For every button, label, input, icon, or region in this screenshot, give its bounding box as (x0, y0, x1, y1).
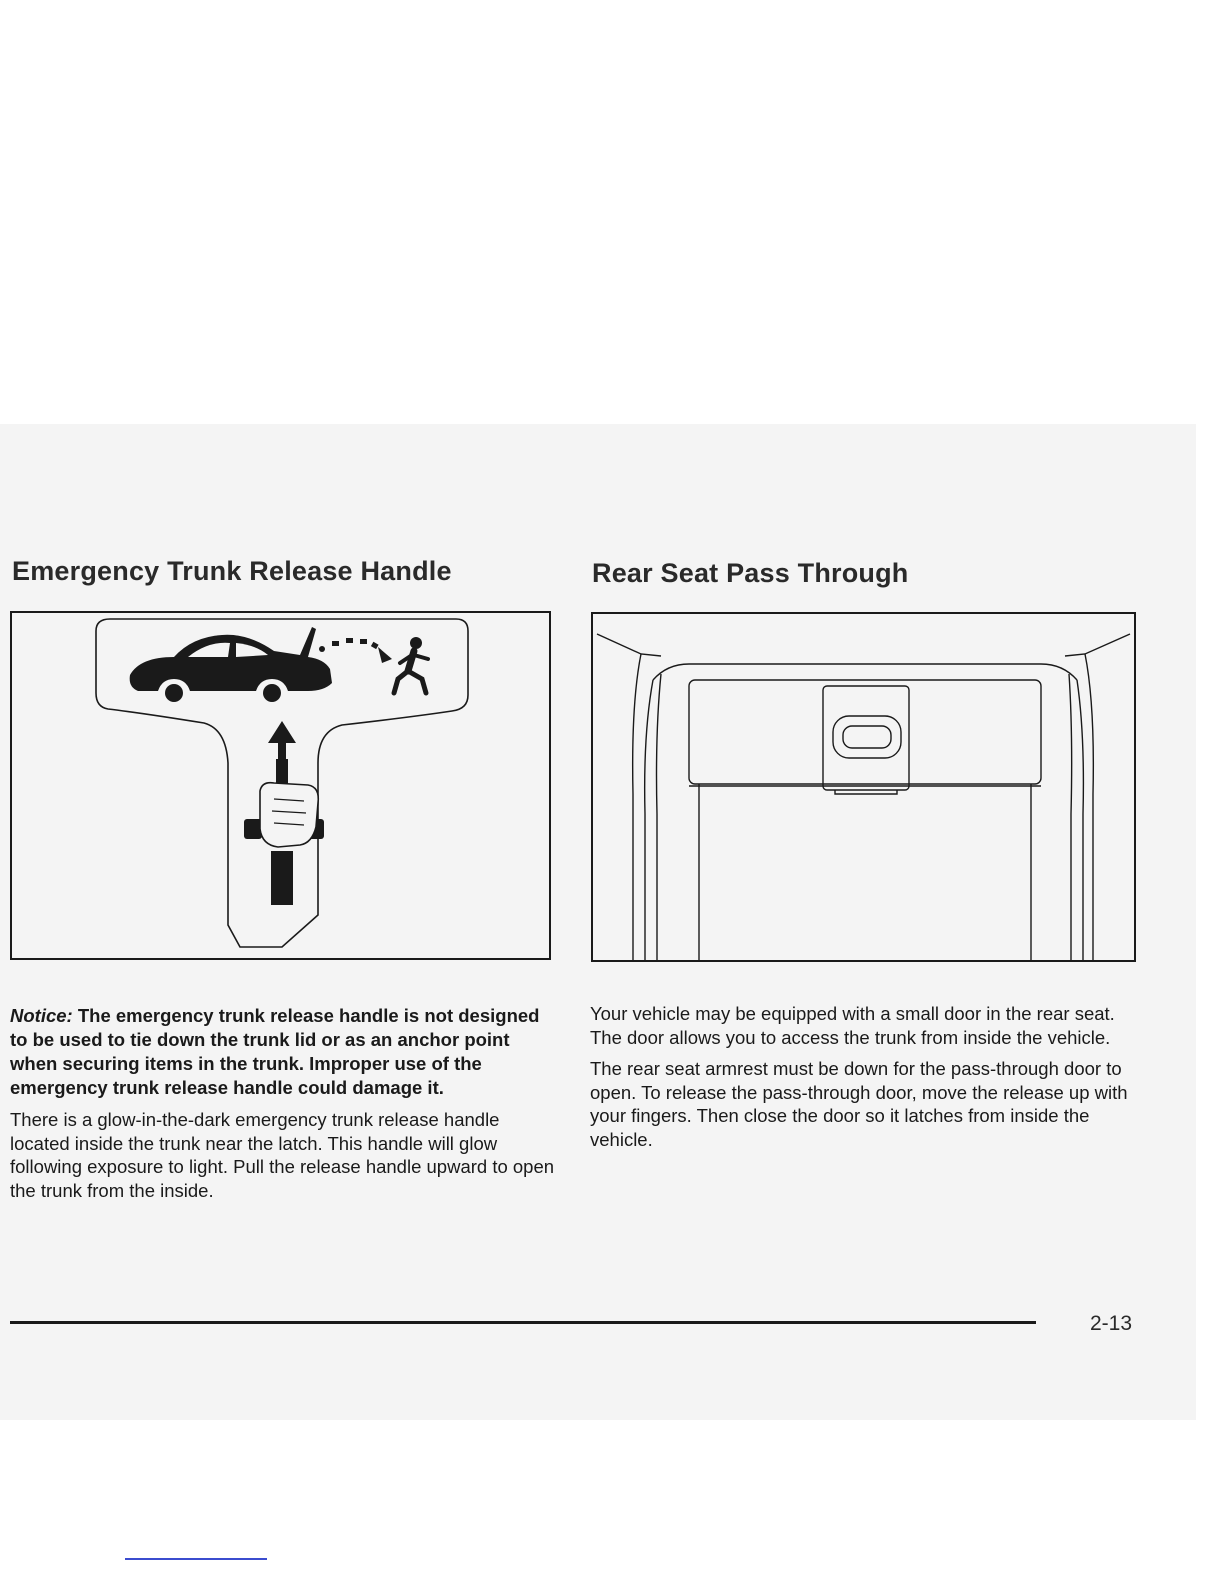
notice-text: The emergency trunk release handle is not designed to be used to tie down the trunk lid or as an anchor point when securing items in the trunk. Improper use of the emergency trunk release handle could damage it. (10, 1005, 540, 1098)
rear-seat-icon (597, 634, 1130, 960)
trunk-release-handle-illustration (10, 611, 551, 960)
notice-label: Notice: (10, 1005, 73, 1026)
notice-paragraph (10, 1004, 555, 1100)
link-underline[interactable] (125, 1558, 267, 1560)
rear-seat-illustration (591, 612, 1136, 962)
page-number: 2-13 (1090, 1312, 1133, 1335)
pass-through-paragraph-2: The rear seat armrest must be down for the pass-through door to open. To release the pass-through door, move the release up with your fingers. Then close the door so it latches from inside the vehicle. (590, 1058, 1128, 1150)
emergency-trunk-release-heading: Emergency Trunk Release Handle (12, 556, 452, 586)
trunk-release-body: There is a glow-in-the-dark emergency trunk release handle located inside the trunk near the latch. This handle will glow following exposure to light. Pull the release handle upward to open the trunk from the inside. (10, 1109, 555, 1201)
footer-rule (10, 1321, 1036, 1324)
rear-seat-pass-through-heading: Rear Seat Pass Through (592, 558, 909, 588)
pass-through-door-icon (823, 686, 909, 794)
pass-through-paragraph-1: Your vehicle may be equipped with a small door in the rear seat. The door allows you to access the trunk from inside the vehicle. (590, 1003, 1115, 1048)
right-text-block (590, 1002, 1140, 1159)
left-text-block (10, 1004, 555, 1210)
